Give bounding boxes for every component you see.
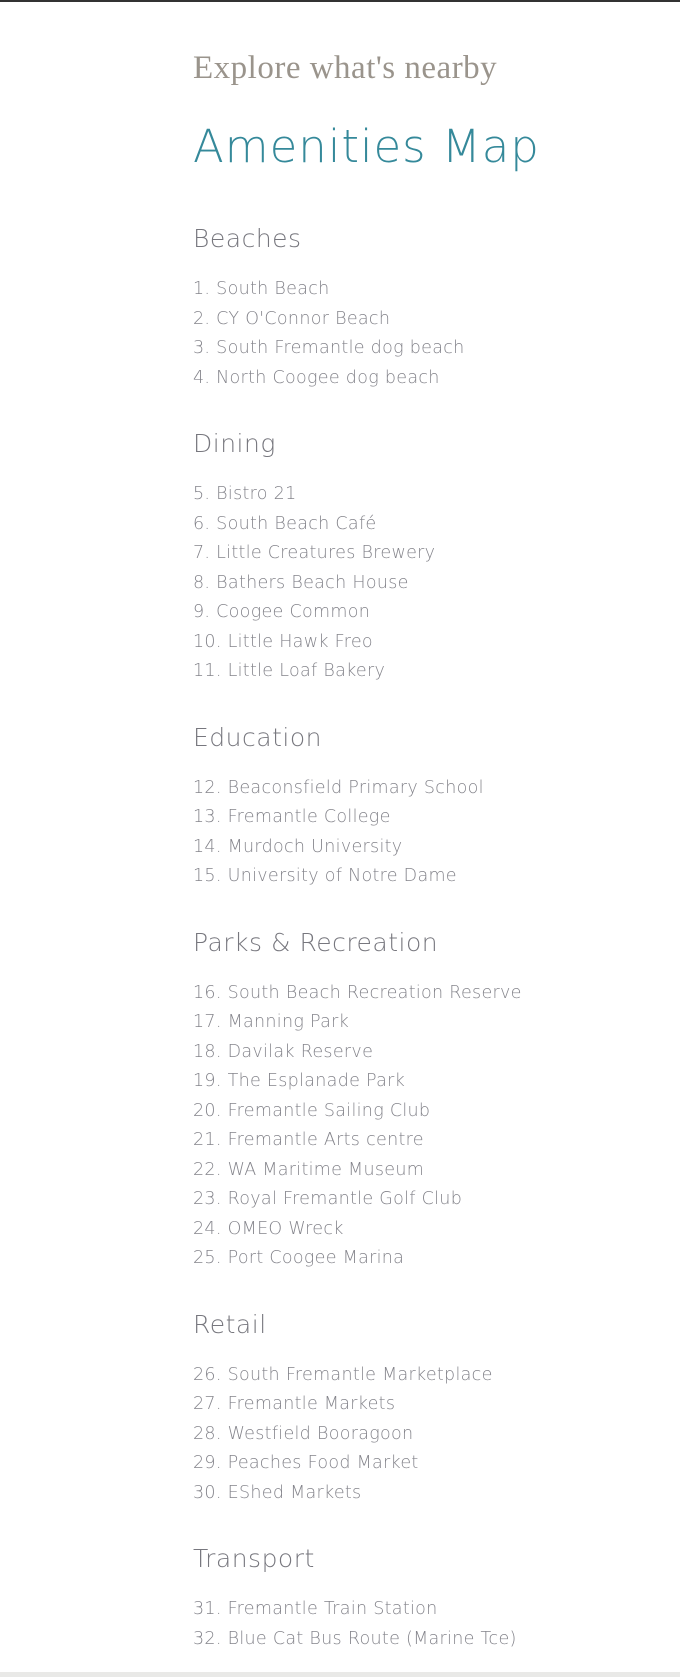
amenity-item: 1. South Beach (193, 279, 330, 299)
amenity-item: 6. South Beach Café (193, 513, 377, 534)
amenity-item: 8. Bathers Beach House (193, 572, 409, 593)
section-heading: Dining (193, 429, 276, 458)
bottom-section-edge (0, 1672, 680, 1677)
section-heading: Education (193, 722, 322, 752)
amenity-item: 18. Davilak Reserve (193, 1041, 374, 1062)
amenity-item (193, 480, 650, 510)
amenity-item: 13. Fremantle College (193, 807, 391, 827)
amenities-section (193, 427, 650, 687)
amenity-item: 25. Port Coogee Marina (193, 1248, 405, 1268)
amenity-list (193, 774, 650, 892)
amenity-item: 11. Little Loaf Bakery (193, 661, 386, 681)
amenity-item: 16. South Beach Recreation Reserve (193, 982, 522, 1003)
amenity-item: 9. Coogee Common (193, 602, 371, 622)
amenity-item: 20. Fremantle Sailing Club (193, 1100, 431, 1121)
amenity-item: 22. WA Maritime Museum (193, 1159, 425, 1180)
amenity-item: 29. Peaches Food Market (193, 1453, 419, 1473)
amenity-list (193, 979, 650, 1274)
amenity-item: 4. North Coogee dog beach (193, 367, 440, 388)
amenity-list (193, 480, 650, 687)
amenities-section (193, 721, 650, 892)
amenity-item: 15. University of Notre Dame (193, 866, 457, 886)
amenity-item: 19. The Esplanade Park (193, 1071, 406, 1091)
amenity-item: 7. Little Creatures Brewery (193, 543, 436, 563)
amenity-list (193, 275, 650, 393)
amenities-section (193, 1542, 650, 1654)
amenity-item: 27. Fremantle Markets (193, 1394, 396, 1414)
amenity-item: 17. Manning Park (193, 1012, 350, 1032)
amenity-item: 2. CY O'Connor Beach (193, 308, 391, 329)
amenity-item-label: 5. Bistro 21 (193, 484, 297, 500)
section-heading: Retail (193, 1309, 267, 1339)
amenity-item: 30. EShed Markets (193, 1482, 362, 1503)
amenities-section (193, 222, 650, 393)
amenity-item: 26. South Fremantle Marketplace (193, 1364, 493, 1385)
amenities-section (193, 926, 650, 1274)
amenity-item: 32. Blue Cat Bus Route (Marine Tce) (193, 1628, 517, 1649)
page-title: Amenities Map (193, 120, 540, 173)
amenity-item: 23. Royal Fremantle Golf Club (193, 1189, 463, 1209)
section-heading: Parks & Recreation (193, 927, 439, 957)
amenity-item: 12. Beaconsfield Primary School (193, 777, 484, 798)
amenity-item: 3. South Fremantle dog beach (193, 338, 465, 358)
amenity-item: 28. Westfield Booragoon (193, 1423, 414, 1444)
eyebrow-heading: Explore what's nearby (193, 50, 498, 86)
amenity-item: 24. OMEO Wreck (193, 1218, 344, 1239)
section-heading: Transport (193, 1544, 315, 1573)
amenity-list (193, 1595, 650, 1654)
amenity-item: 14. Murdoch University (193, 836, 403, 857)
top-border-bar (0, 0, 680, 2)
amenity-list (193, 1361, 650, 1509)
section-heading: Beaches (193, 224, 302, 253)
amenities-sections (193, 222, 650, 1654)
amenity-item: 10. Little Hawk Freo (193, 631, 373, 652)
amenity-item: 31. Fremantle Train Station (193, 1599, 438, 1619)
amenities-section (193, 1308, 650, 1509)
amenity-item: 21. Fremantle Arts centre (193, 1130, 424, 1150)
